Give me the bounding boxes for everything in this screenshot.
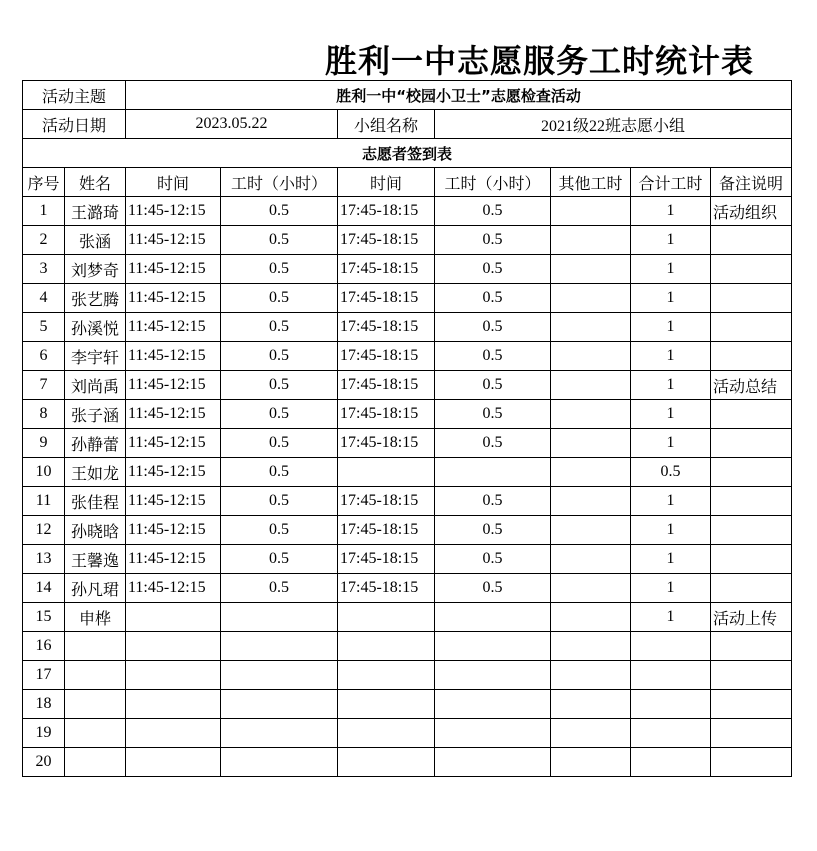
remarks <box>711 226 792 255</box>
remarks <box>711 458 792 487</box>
total-hours: 1 <box>631 342 711 371</box>
table-row <box>23 371 792 400</box>
volunteer-name: 张涵 <box>65 226 126 255</box>
total-hours: 1 <box>631 197 711 226</box>
table-row <box>23 313 792 342</box>
evening-time: 17:45-18:15 <box>338 255 435 284</box>
total-hours <box>631 719 711 748</box>
row-number: 9 <box>23 429 65 458</box>
row-number: 16 <box>23 632 65 661</box>
row-number: 2 <box>23 226 65 255</box>
remarks: 活动组织 <box>711 197 792 226</box>
evening-time <box>338 603 435 632</box>
table-row <box>23 284 792 313</box>
evening-time: 17:45-18:15 <box>338 313 435 342</box>
total-hours: 1 <box>631 429 711 458</box>
morning-time <box>126 632 221 661</box>
morning-time <box>126 661 221 690</box>
evening-time: 17:45-18:15 <box>338 429 435 458</box>
remarks <box>711 690 792 719</box>
volunteer-name: 孙静蕾 <box>65 429 126 458</box>
morning-hours <box>221 661 338 690</box>
evening-hours: 0.5 <box>435 284 551 313</box>
evening-hours <box>435 690 551 719</box>
evening-time <box>338 661 435 690</box>
row-number: 17 <box>23 661 65 690</box>
morning-time: 11:45-12:15 <box>126 429 221 458</box>
volunteer-name: 孙凡珺 <box>65 574 126 603</box>
evening-time <box>338 748 435 777</box>
other-hours <box>551 313 631 342</box>
evening-hours <box>435 458 551 487</box>
row-number: 5 <box>23 313 65 342</box>
remarks <box>711 255 792 284</box>
table-row <box>23 545 792 574</box>
morning-time: 11:45-12:15 <box>126 342 221 371</box>
evening-hours: 0.5 <box>435 545 551 574</box>
morning-hours <box>221 603 338 632</box>
morning-hours: 0.5 <box>221 197 338 226</box>
evening-time: 17:45-18:15 <box>338 226 435 255</box>
morning-hours: 0.5 <box>221 487 338 516</box>
volunteer-name: 张艺腾 <box>65 284 126 313</box>
remarks: 活动总结 <box>711 371 792 400</box>
morning-time <box>126 603 221 632</box>
evening-hours <box>435 603 551 632</box>
total-hours: 1 <box>631 400 711 429</box>
other-hours <box>551 342 631 371</box>
total-hours: 0.5 <box>631 458 711 487</box>
column-header: 合计工时 <box>631 168 711 197</box>
evening-hours: 0.5 <box>435 371 551 400</box>
evening-time: 17:45-18:15 <box>338 197 435 226</box>
morning-time: 11:45-12:15 <box>126 284 221 313</box>
other-hours <box>551 487 631 516</box>
other-hours <box>551 197 631 226</box>
evening-time: 17:45-18:15 <box>338 516 435 545</box>
evening-hours: 0.5 <box>435 313 551 342</box>
table-row <box>23 342 792 371</box>
total-hours: 1 <box>631 255 711 284</box>
remarks <box>711 516 792 545</box>
total-hours: 1 <box>631 284 711 313</box>
morning-hours: 0.5 <box>221 429 338 458</box>
remarks <box>711 545 792 574</box>
volunteer-name: 张佳程 <box>65 487 126 516</box>
row-number: 15 <box>23 603 65 632</box>
morning-hours: 0.5 <box>221 400 338 429</box>
volunteer-name: 李宇轩 <box>65 342 126 371</box>
morning-time: 11:45-12:15 <box>126 313 221 342</box>
other-hours <box>551 545 631 574</box>
table-row <box>23 661 792 690</box>
evening-time <box>338 632 435 661</box>
remarks <box>711 429 792 458</box>
total-hours: 1 <box>631 603 711 632</box>
total-hours <box>631 748 711 777</box>
other-hours <box>551 400 631 429</box>
other-hours <box>551 603 631 632</box>
total-hours: 1 <box>631 313 711 342</box>
morning-time: 11:45-12:15 <box>126 197 221 226</box>
morning-time: 11:45-12:15 <box>126 574 221 603</box>
other-hours <box>551 429 631 458</box>
evening-hours: 0.5 <box>435 574 551 603</box>
volunteer-name <box>65 661 126 690</box>
remarks <box>711 719 792 748</box>
total-hours <box>631 632 711 661</box>
column-header: 工时（小时） <box>221 168 338 197</box>
row-number: 18 <box>23 690 65 719</box>
remarks <box>711 342 792 371</box>
column-header: 姓名 <box>65 168 126 197</box>
row-number: 6 <box>23 342 65 371</box>
evening-hours <box>435 632 551 661</box>
evening-hours <box>435 748 551 777</box>
morning-hours: 0.5 <box>221 574 338 603</box>
morning-hours: 0.5 <box>221 516 338 545</box>
column-header: 序号 <box>23 168 65 197</box>
volunteer-name: 刘尚禹 <box>65 371 126 400</box>
volunteer-name: 孙溪悦 <box>65 313 126 342</box>
morning-hours: 0.5 <box>221 371 338 400</box>
remarks <box>711 574 792 603</box>
morning-time <box>126 748 221 777</box>
evening-time <box>338 719 435 748</box>
volunteer-name: 王如龙 <box>65 458 126 487</box>
date-row <box>23 110 792 139</box>
evening-time: 17:45-18:15 <box>338 284 435 313</box>
theme-row <box>23 81 792 110</box>
morning-hours: 0.5 <box>221 226 338 255</box>
evening-hours: 0.5 <box>435 429 551 458</box>
page-title: 胜利一中志愿服务工时统计表 <box>325 42 755 80</box>
morning-time <box>126 690 221 719</box>
total-hours <box>631 690 711 719</box>
column-header: 时间 <box>338 168 435 197</box>
morning-hours: 0.5 <box>221 458 338 487</box>
other-hours <box>551 516 631 545</box>
table-row <box>23 690 792 719</box>
morning-time: 11:45-12:15 <box>126 545 221 574</box>
table-row <box>23 429 792 458</box>
column-header: 其他工时 <box>551 168 631 197</box>
evening-hours: 0.5 <box>435 197 551 226</box>
morning-time <box>126 719 221 748</box>
volunteer-name: 王馨逸 <box>65 545 126 574</box>
evening-hours: 0.5 <box>435 342 551 371</box>
row-number: 11 <box>23 487 65 516</box>
other-hours <box>551 255 631 284</box>
total-hours: 1 <box>631 371 711 400</box>
row-number: 3 <box>23 255 65 284</box>
volunteer-name: 申桦 <box>65 603 126 632</box>
theme-label: 活动主题 <box>23 81 126 110</box>
total-hours: 1 <box>631 516 711 545</box>
evening-hours <box>435 719 551 748</box>
date-value: 2023.05.22 <box>126 110 338 139</box>
evening-hours: 0.5 <box>435 487 551 516</box>
evening-hours <box>435 661 551 690</box>
volunteer-name <box>65 719 126 748</box>
other-hours <box>551 719 631 748</box>
total-hours: 1 <box>631 545 711 574</box>
table-row <box>23 748 792 777</box>
evening-time: 17:45-18:15 <box>338 371 435 400</box>
evening-time <box>338 458 435 487</box>
table-row <box>23 603 792 632</box>
remarks <box>711 748 792 777</box>
other-hours <box>551 690 631 719</box>
evening-time: 17:45-18:15 <box>338 400 435 429</box>
morning-hours: 0.5 <box>221 313 338 342</box>
volunteer-name <box>65 748 126 777</box>
total-hours <box>631 661 711 690</box>
remarks <box>711 284 792 313</box>
morning-hours <box>221 748 338 777</box>
row-number: 13 <box>23 545 65 574</box>
morning-hours: 0.5 <box>221 284 338 313</box>
morning-hours <box>221 690 338 719</box>
morning-time: 11:45-12:15 <box>126 458 221 487</box>
other-hours <box>551 284 631 313</box>
total-hours: 1 <box>631 574 711 603</box>
row-number: 20 <box>23 748 65 777</box>
row-number: 14 <box>23 574 65 603</box>
volunteer-hours-table <box>22 80 792 777</box>
row-number: 12 <box>23 516 65 545</box>
evening-time: 17:45-18:15 <box>338 574 435 603</box>
evening-time <box>338 690 435 719</box>
total-hours: 1 <box>631 487 711 516</box>
remarks <box>711 313 792 342</box>
morning-time: 11:45-12:15 <box>126 516 221 545</box>
remarks <box>711 487 792 516</box>
row-number: 8 <box>23 400 65 429</box>
volunteer-name: 张子涵 <box>65 400 126 429</box>
evening-hours: 0.5 <box>435 400 551 429</box>
signin-title: 志愿者签到表 <box>23 139 792 168</box>
table-row <box>23 226 792 255</box>
volunteer-name: 孙晓晗 <box>65 516 126 545</box>
other-hours <box>551 661 631 690</box>
table-row <box>23 487 792 516</box>
volunteer-name <box>65 632 126 661</box>
column-header: 时间 <box>126 168 221 197</box>
morning-hours <box>221 632 338 661</box>
other-hours <box>551 748 631 777</box>
column-header: 备注说明 <box>711 168 792 197</box>
evening-hours: 0.5 <box>435 516 551 545</box>
row-number: 10 <box>23 458 65 487</box>
volunteer-name: 刘梦奇 <box>65 255 126 284</box>
remarks <box>711 661 792 690</box>
table-row <box>23 400 792 429</box>
column-header: 工时（小时） <box>435 168 551 197</box>
date-label: 活动日期 <box>23 110 126 139</box>
other-hours <box>551 458 631 487</box>
table-row <box>23 516 792 545</box>
morning-hours: 0.5 <box>221 255 338 284</box>
column-header-row <box>23 168 792 197</box>
other-hours <box>551 632 631 661</box>
morning-time: 11:45-12:15 <box>126 487 221 516</box>
table-row <box>23 255 792 284</box>
row-number: 7 <box>23 371 65 400</box>
group-label: 小组名称 <box>338 110 435 139</box>
morning-hours <box>221 719 338 748</box>
signin-title-row <box>23 139 792 168</box>
volunteer-name: 王潞琦 <box>65 197 126 226</box>
remarks <box>711 632 792 661</box>
evening-time: 17:45-18:15 <box>338 487 435 516</box>
evening-hours: 0.5 <box>435 226 551 255</box>
remarks <box>711 400 792 429</box>
other-hours <box>551 226 631 255</box>
evening-time: 17:45-18:15 <box>338 545 435 574</box>
remarks: 活动上传 <box>711 603 792 632</box>
table-row <box>23 632 792 661</box>
other-hours <box>551 574 631 603</box>
morning-time: 11:45-12:15 <box>126 226 221 255</box>
table-row <box>23 574 792 603</box>
morning-time: 11:45-12:15 <box>126 371 221 400</box>
evening-time: 17:45-18:15 <box>338 342 435 371</box>
table-row <box>23 458 792 487</box>
row-number: 19 <box>23 719 65 748</box>
table-row <box>23 719 792 748</box>
volunteer-name <box>65 690 126 719</box>
evening-hours: 0.5 <box>435 255 551 284</box>
total-hours: 1 <box>631 226 711 255</box>
morning-hours: 0.5 <box>221 545 338 574</box>
morning-time: 11:45-12:15 <box>126 400 221 429</box>
morning-hours: 0.5 <box>221 342 338 371</box>
table-row <box>23 197 792 226</box>
theme-value: 胜利一中“校园小卫士”志愿检查活动 <box>126 81 792 110</box>
morning-time: 11:45-12:15 <box>126 255 221 284</box>
row-number: 4 <box>23 284 65 313</box>
group-value: 2021级22班志愿小组 <box>435 110 792 139</box>
row-number: 1 <box>23 197 65 226</box>
other-hours <box>551 371 631 400</box>
